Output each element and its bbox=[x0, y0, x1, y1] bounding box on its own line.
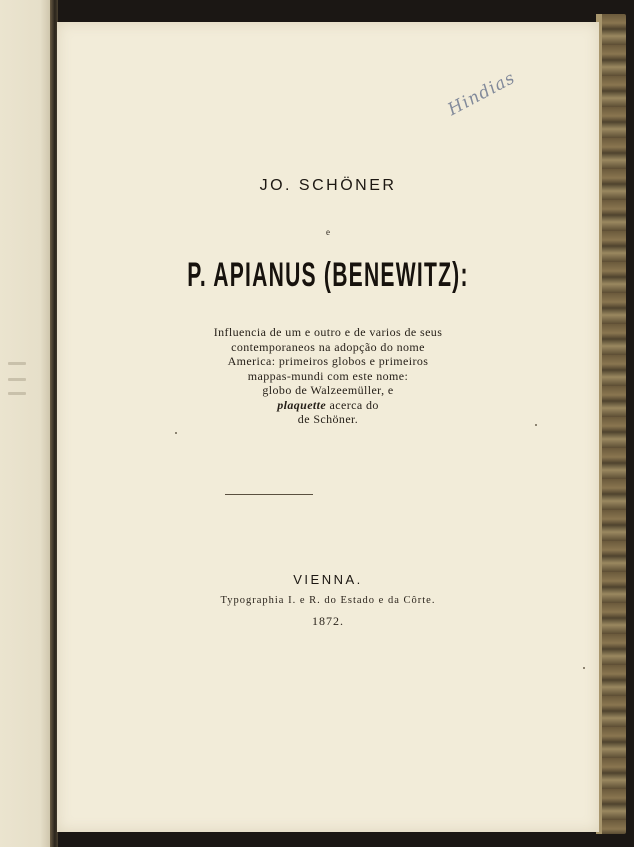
conjunction: e bbox=[326, 227, 330, 237]
title-page-content bbox=[57, 22, 599, 832]
paper-speck bbox=[583, 667, 585, 669]
subtitle-line: mappas-mundi com este nome: bbox=[247, 368, 409, 383]
author-name: JO. SCHÖNER bbox=[259, 177, 397, 194]
paper-speck bbox=[175, 432, 177, 434]
subtitle-line: Influencia de um e outro e de varios de seus bbox=[213, 325, 443, 339]
left-page-mark bbox=[8, 378, 26, 381]
subtitle-line-italic bbox=[57, 398, 599, 413]
subtitle-fragment: acerca do bbox=[326, 397, 379, 412]
subtitle-line: globo de Walzeemüller, e bbox=[262, 383, 394, 397]
handwritten-note: Hindias bbox=[444, 67, 519, 121]
subtitle-line: contemporaneos na adopção do nome bbox=[231, 339, 425, 354]
imprint-city: VIENNA. bbox=[293, 572, 363, 587]
divider-rule bbox=[225, 494, 313, 495]
left-page-mark bbox=[8, 362, 26, 365]
imprint-printer: Typographia I. e R. do Estado e da Côrte. bbox=[220, 595, 436, 606]
paper-speck bbox=[535, 424, 537, 426]
title-page bbox=[57, 22, 599, 832]
subtitle-line: de Schöner. bbox=[297, 412, 359, 426]
main-title: P. APIANUS (BENEWITZ): bbox=[187, 256, 469, 294]
imprint-year: 1872. bbox=[312, 614, 344, 628]
left-page-mark bbox=[8, 392, 26, 395]
left-facing-page-edge bbox=[0, 0, 50, 847]
subtitle-line: America: primeiros globos e primeiros bbox=[227, 354, 429, 368]
italic-term: plaquette bbox=[277, 397, 327, 412]
subtitle-block bbox=[57, 325, 599, 427]
